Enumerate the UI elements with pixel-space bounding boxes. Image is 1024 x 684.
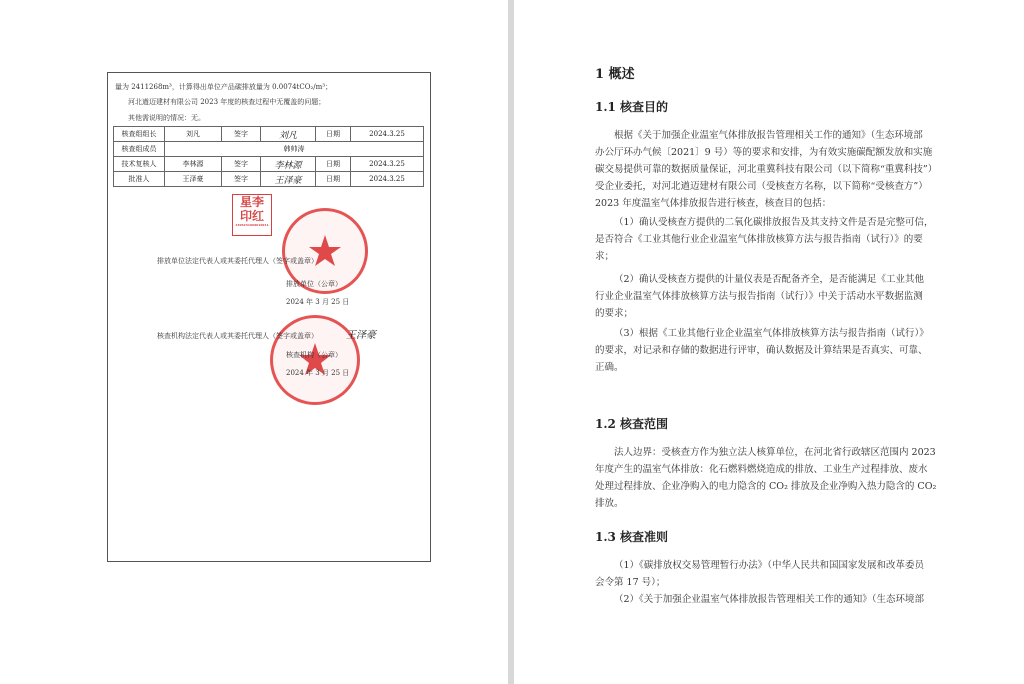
- date-cell: 2024.3.25: [351, 127, 424, 142]
- date-cell: 2024.3.25: [351, 172, 424, 187]
- sign-label-cell: 签字: [222, 172, 261, 187]
- emission-calculation-line: 量为 2411268m³，计算得出单位产品碳排放量为 0.0074tCO₂/m³；: [115, 83, 333, 91]
- role-cell: 批准人: [114, 172, 165, 187]
- emitter-representative-label: 排放单位法定代表人或其委托代理人（签字或盖章）: [157, 257, 318, 265]
- other-notes-line: 其他需说明的情况：无。: [128, 114, 205, 122]
- stamp-code: 1303231969010911: [235, 223, 269, 227]
- signature: 李林源: [261, 157, 316, 172]
- uncovered-issues-line: 河北遒迈建材有限公司 2023 年度的核查过程中无覆盖的问题；: [128, 98, 326, 106]
- scanned-report-page: [0, 0, 508, 684]
- emitter-date: 2024 年 3 月 25 日: [286, 298, 350, 306]
- date-label-cell: 日期: [316, 157, 351, 172]
- verification-team-table: [113, 126, 424, 187]
- date-label-cell: 日期: [316, 172, 351, 187]
- table-row: [114, 127, 424, 142]
- section-heading: 1.1 核查目的: [595, 100, 669, 114]
- section-heading: 1.3 核查准则: [595, 530, 669, 544]
- role-cell: 技术复核人: [114, 157, 165, 172]
- role-cell: 核查组组长: [114, 127, 165, 142]
- table-row: [114, 157, 424, 172]
- personal-seal-stamp: [232, 194, 272, 236]
- stamp-text: 星李: [239, 195, 264, 209]
- table-row: [114, 142, 424, 157]
- verifier-date: 2024 年 3 月 25 日: [286, 369, 350, 377]
- verification-scope-text: 法人边界：受核查方作为独立法人核算单位，在河北省行政辖区范围内 2023 年度产生的温室气体排放：化石燃料燃烧造成的排放、工业生产过程排放、废水 处理过程排放、企业净购入的电力隐含的 CO₂ 排放及企业净购入热力隐含的 CO₂ 排放。: [595, 447, 937, 509]
- section-heading: 1.2 核查范围: [595, 417, 669, 431]
- chapter-heading: 1 概述: [595, 67, 635, 82]
- members-cell: 韩帅涛: [165, 142, 424, 157]
- table-row: [114, 172, 424, 187]
- signature: 王泽豪: [346, 330, 376, 341]
- date-cell: 2024.3.25: [351, 157, 424, 172]
- verifier-unit-label: 核查机构（公章）: [286, 351, 342, 359]
- name-cell: 刘凡: [165, 127, 222, 142]
- sign-label-cell: 签字: [222, 127, 261, 142]
- emitter-unit-label: 排放单位（公章）: [286, 280, 342, 288]
- signature: 王泽豪: [261, 172, 316, 187]
- stamp-text: 印红: [239, 209, 264, 223]
- role-cell: 核查组成员: [114, 142, 165, 157]
- date-label-cell: 日期: [316, 127, 351, 142]
- verifier-representative-label: 核查机构法定代表人或其委托代理人（签字或盖章）: [157, 332, 318, 340]
- verification-criteria-text: （1）《碳排放权交易管理暂行办法》（中华人民共和国国家发展和改革委员 会令第 17 号）； （2）《关于加强企业温室气体排放报告管理相关工作的通知》（生态环境部: [595, 560, 925, 605]
- name-cell: 李林源: [165, 157, 222, 172]
- name-cell: 王泽豪: [165, 172, 222, 187]
- verification-purpose-text: 根据《关于加强企业温室气体排放报告管理相关工作的通知》（生态环境部 办公厅环办气候〔2021〕9 号）等的要求和安排，为有效实施碳配额发放和实施 碳交易提供可靠的数据质量保证，河北重冀科技有限公司（以下简称“重冀科技”） 受企业委托，对河北遒迈建材有限公司（受核查方名称，以下简称“受核查方”） 2023 年度温室气体排放报告进行核查，核查目的包括： （1）确认受核查方提供的二氧化碳排放报告及其支持文件是否是完整可信， 是否符合《工业其他行业企业温室气体排放核算方法与报告指南（试行）》的要 求； （2）确认受核查方提供的计量仪表是否配备齐全，是否能满足《工业其他 行业企业温室气体排放核算方法与报告指南（试行）》中关于活动水平数据监测 的要求； （3）根据《工业其他行业企业温室气体排放核算方法与报告指南（试行）》 的要求，对记录和存储的数据进行评审，确认数据及计算结果是否真实、可靠、 正确。: [595, 130, 938, 373]
- sign-label-cell: 签字: [222, 157, 261, 172]
- signature: 刘凡: [261, 127, 316, 142]
